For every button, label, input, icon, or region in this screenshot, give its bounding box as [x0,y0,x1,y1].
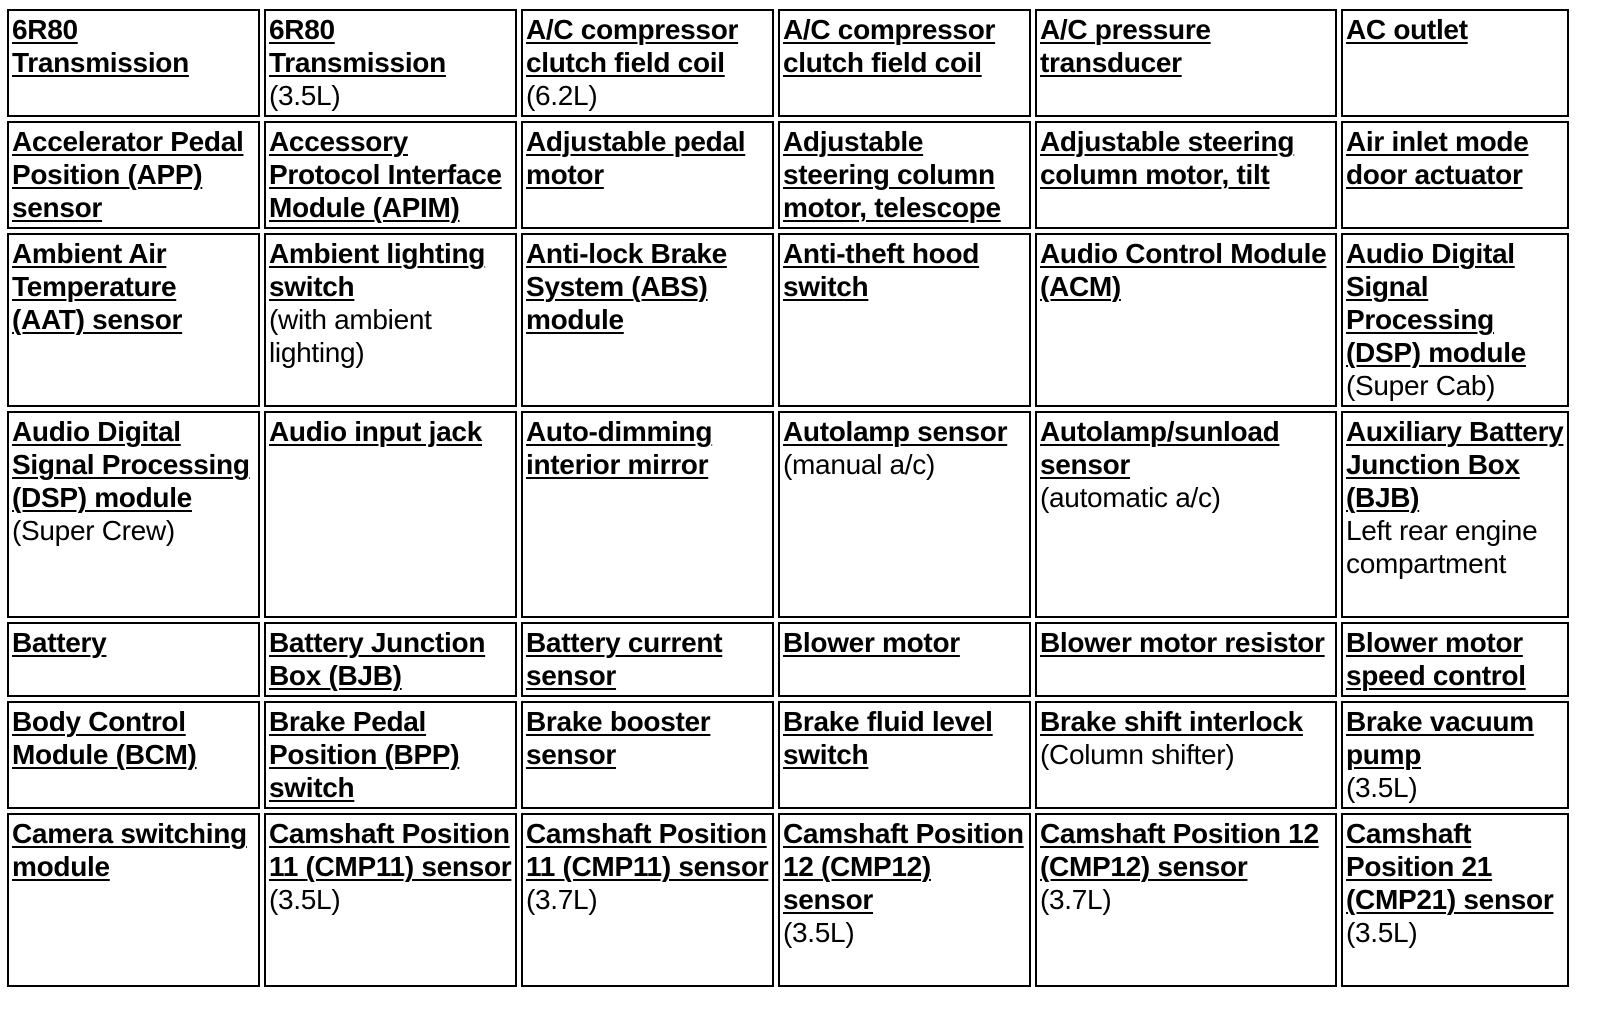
component-link[interactable]: Adjustable steering column motor, tilt [1040,126,1295,190]
component-link[interactable]: Camshaft Position 11 (CMP11) sensor [526,818,769,882]
component-link[interactable]: Brake vacuum pump [1346,706,1534,770]
component-link[interactable]: Autolamp/sunload sensor [1040,416,1280,480]
table-row [7,622,1569,697]
component-cell [1341,813,1569,987]
component-note: (manual a/c) [783,449,936,480]
component-cell [7,9,260,117]
component-note: (3.5L) [269,884,341,915]
component-note: (3.5L) [1346,772,1418,803]
component-cell [521,233,774,407]
component-link[interactable]: 6R80 Transmission [269,14,446,78]
component-link[interactable]: Camshaft Position 21 (CMP21) sensor [1346,818,1554,915]
component-cell [521,622,774,697]
component-cell [1035,622,1337,697]
component-link[interactable]: Anti-lock Brake System (ABS) module [526,238,727,335]
table-row [7,233,1569,407]
component-link[interactable]: Brake shift interlock [1040,706,1303,737]
component-note: (3.5L) [269,80,341,111]
component-cell [521,9,774,117]
component-cell [778,233,1031,407]
component-link[interactable]: Audio input jack [269,416,482,447]
component-note: (with ambient lighting) [269,304,432,368]
component-cell [264,121,517,229]
component-link[interactable]: Brake booster sensor [526,706,711,770]
component-cell [7,622,260,697]
component-link[interactable]: Battery current sensor [526,627,723,691]
component-link[interactable]: Air inlet mode door actuator [1346,126,1529,190]
component-cell [1035,701,1337,809]
component-note: (automatic a/c) [1040,482,1221,513]
component-cell [1341,9,1569,117]
component-link[interactable]: Ambient Air Temperature (AAT) sensor [12,238,183,335]
component-cell [778,121,1031,229]
component-cell [1035,411,1337,618]
component-cell [264,701,517,809]
component-link[interactable]: Camera switching module [12,818,247,882]
component-cell [1341,121,1569,229]
component-link[interactable]: Camshaft Position 11 (CMP11) sensor [269,818,512,882]
component-cell [521,701,774,809]
table-row [7,701,1569,809]
component-link[interactable]: Blower motor resistor [1040,627,1325,658]
component-cell [521,121,774,229]
table-row [7,411,1569,618]
component-cell [1035,233,1337,407]
component-note: (3.7L) [526,884,598,915]
component-cell [264,233,517,407]
component-cell [264,813,517,987]
component-note: (Super Crew) [12,515,175,546]
table-row [7,9,1569,117]
component-cell [1035,813,1337,987]
component-link[interactable]: 6R80 Transmission [12,14,189,78]
component-link[interactable]: Anti-theft hood switch [783,238,980,302]
component-link[interactable]: Adjustable steering column motor, telescope [783,126,1001,223]
component-cell [778,701,1031,809]
component-link[interactable]: Adjustable pedal motor [526,126,746,190]
component-link[interactable]: Auto-dimming interior mirror [526,416,713,480]
component-cell [1341,701,1569,809]
component-link[interactable]: Ambient lighting switch [269,238,486,302]
component-link[interactable]: Body Control Module (BCM) [12,706,197,770]
component-cell [521,411,774,618]
component-note: (3.5L) [1346,917,1418,948]
component-cell [7,813,260,987]
component-link[interactable]: A/C pressure transducer [1040,14,1211,78]
component-cell [1035,121,1337,229]
component-cell [778,813,1031,987]
component-link[interactable]: Battery Junction Box (BJB) [269,627,486,691]
component-cell [1341,622,1569,697]
component-link[interactable]: Accessory Protocol Interface Module (APIM) [269,126,502,223]
component-link[interactable]: Brake Pedal Position (BPP) switch [269,706,460,803]
component-link[interactable]: Battery [12,627,107,658]
component-link[interactable]: Autolamp sensor [783,416,1008,447]
component-cell [264,622,517,697]
component-index-body [7,9,1569,987]
component-cell [264,411,517,618]
component-link[interactable]: AC outlet [1346,14,1468,45]
component-link[interactable]: Accelerator Pedal Position (APP) sensor [12,126,244,223]
component-cell [7,233,260,407]
component-note: (6.2L) [526,80,598,111]
component-cell [778,622,1031,697]
component-cell [7,121,260,229]
component-link[interactable]: Brake fluid level switch [783,706,993,770]
component-cell [7,701,260,809]
component-link[interactable]: Audio Digital Signal Processing (DSP) module [1346,238,1526,368]
component-note: (3.7L) [1040,884,1112,915]
component-link[interactable]: Camshaft Position 12 (CMP12) sensor [1040,818,1319,882]
component-link[interactable]: Blower motor speed control [1346,627,1526,691]
component-note: Left rear engine compartment [1346,515,1538,579]
component-index-table [3,5,1573,991]
component-cell [1035,9,1337,117]
table-row [7,121,1569,229]
component-link[interactable]: Blower motor [783,627,960,658]
component-note: (3.5L) [783,917,855,948]
component-cell [1341,411,1569,618]
component-link[interactable]: Audio Control Module (ACM) [1040,238,1327,302]
component-cell [778,411,1031,618]
component-note: (Super Cab) [1346,370,1496,401]
component-link[interactable]: A/C compressor clutch field coil [783,14,996,78]
component-link[interactable]: Audio Digital Signal Processing (DSP) module [12,416,250,513]
component-cell [264,9,517,117]
component-cell [7,411,260,618]
component-cell [1341,233,1569,407]
table-row [7,813,1569,987]
component-link[interactable]: A/C compressor clutch field coil [526,14,739,78]
component-cell [521,813,774,987]
component-link[interactable]: Auxiliary Battery Junction Box (BJB) [1346,416,1564,513]
component-note: (Column shifter) [1040,739,1235,770]
component-link[interactable]: Camshaft Position 12 (CMP12) sensor [783,818,1024,915]
component-cell [778,9,1031,117]
